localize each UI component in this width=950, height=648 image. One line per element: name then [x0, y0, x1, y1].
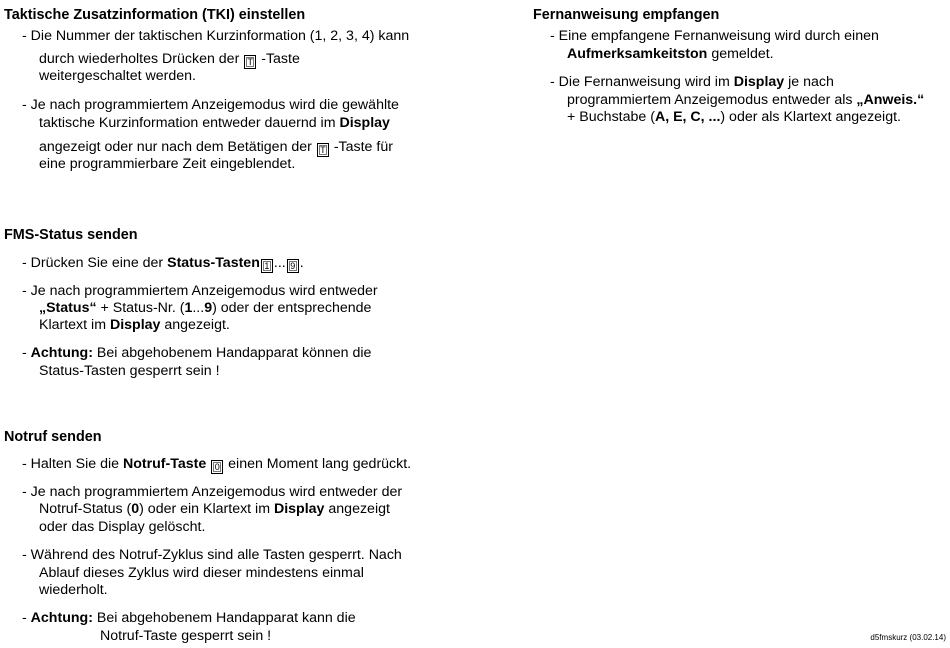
fern-text-line: - Eine empfangene Fernanweisung wird durch einen [550, 28, 879, 44]
fern-text-line: programmiertem Anzeigemodus entweder als „Anweis.“ [567, 92, 925, 108]
fms-text-line: „Status“ + Status-Nr. (1...9) oder der entsprechende [39, 300, 372, 316]
notruf-text-line: wiederholt. [39, 582, 108, 598]
tki-text-line: durch wiederholtes Drücken der T -Taste [39, 51, 300, 67]
notruf-text-line: - Während des Notruf-Zyklus sind alle Tasten gesperrt. Nach [22, 547, 402, 563]
fms-text-line: - Drücken Sie eine der Status-Tasten 1 ... 9 . [22, 255, 304, 271]
tki-text-line: taktische Kurzinformation entweder dauernd im Display [39, 115, 390, 131]
notruf-text-line: - Halten Sie die Notruf-Taste 0 einen Moment lang gedrückt. [22, 456, 412, 472]
document-footer-code: d5fmskurz (03.02.14) [870, 633, 946, 642]
tki-text-line: - Je nach programmiertem Anzeigemodus wird die gewählte [22, 97, 399, 113]
notruf-text-line: Ablauf dieses Zyklus wird dieser mindestens einmal [39, 565, 364, 581]
tki-text-line: weitergeschaltet werden. [39, 68, 196, 84]
key-1-icon: 1 [261, 259, 273, 273]
t-key-icon: T [317, 143, 329, 157]
notruf-text-line: - Achtung: Bei abgehobenem Handapparat kann die [22, 610, 356, 626]
fern-text-line: - Die Fernanweisung wird im Display je nach [550, 74, 834, 90]
tki-text-line: - Die Nummer der taktischen Kurzinformation (1, 2, 3, 4) kann [22, 28, 410, 44]
key-9-icon: 9 [287, 259, 299, 273]
key-0-icon: 0 [211, 460, 223, 474]
tki-text-line: eine programmierbare Zeit eingeblendet. [39, 156, 296, 172]
notruf-text-line: - Je nach programmiertem Anzeigemodus wird entweder der [22, 484, 403, 500]
t-key-icon: T [244, 55, 256, 69]
fms-text-line: Status-Tasten gesperrt sein ! [39, 363, 220, 379]
notruf-section-title: Notruf senden [4, 429, 102, 445]
fms-section-title: FMS-Status senden [4, 227, 138, 243]
tki-text-line: angezeigt oder nur nach dem Betätigen der T -Taste für [39, 139, 393, 155]
notruf-text-line: oder das Display gelöscht. [39, 519, 206, 535]
fern-text-line: Aufmerksamkeitston gemeldet. [567, 46, 774, 62]
fms-text-line: - Achtung: Bei abgehobenem Handapparat können die [22, 345, 372, 361]
fern-text-line: + Buchstabe (A, E, C, ...) oder als Klartext angezeigt. [567, 109, 901, 125]
tki-section-title: Taktische Zusatzinformation (TKI) einstellen [4, 7, 306, 23]
fms-text-line: Klartext im Display angezeigt. [39, 317, 230, 333]
notruf-text-line: Notruf-Status (0) oder ein Klartext im Display angezeigt [39, 501, 390, 517]
notruf-text-line: Notruf-Taste gesperrt sein ! [100, 628, 272, 644]
fern-section-title: Fernanweisung empfangen [533, 7, 720, 23]
fms-text-line: - Je nach programmiertem Anzeigemodus wird entweder [22, 283, 378, 299]
